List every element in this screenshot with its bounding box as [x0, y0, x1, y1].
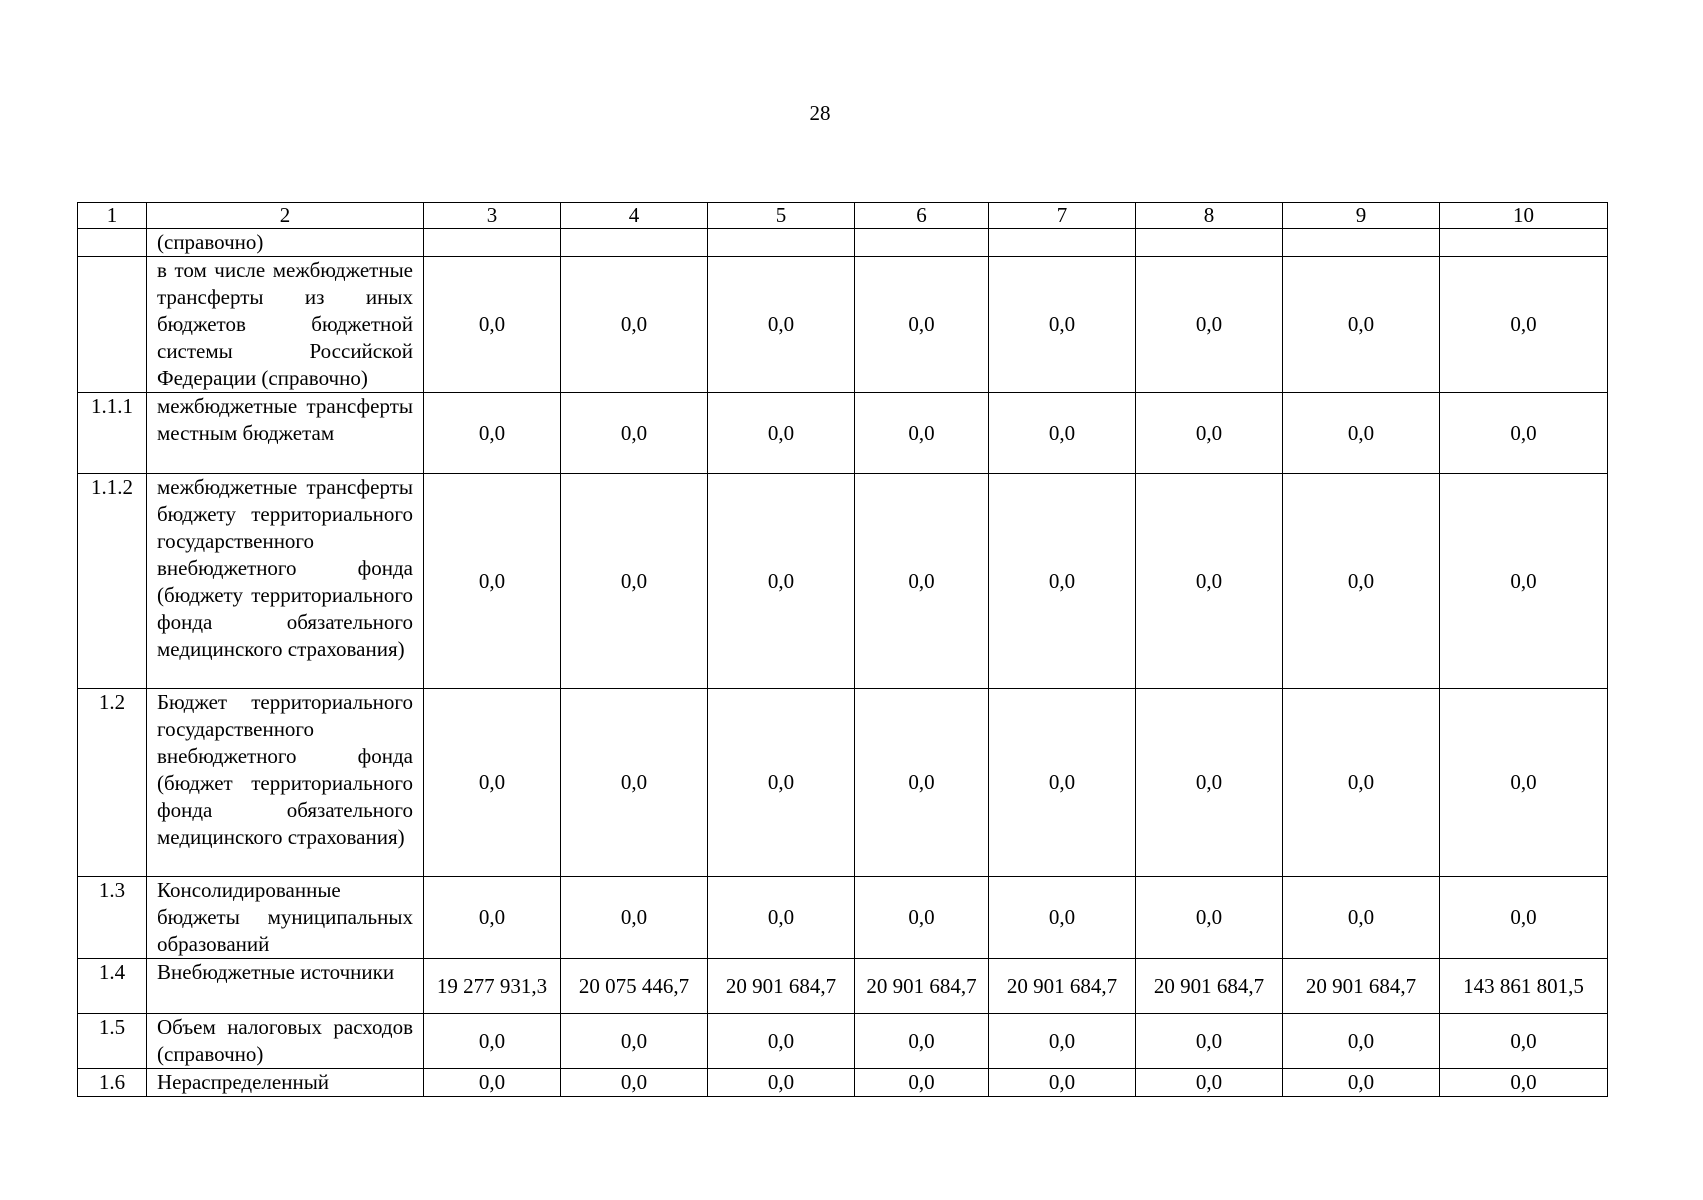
- row-value: 0,0: [424, 877, 561, 959]
- row-value: 143 861 801,5: [1440, 959, 1608, 1014]
- row-value: 0,0: [708, 257, 855, 393]
- row-value: 0,0: [1136, 257, 1283, 393]
- row-name: (справочно): [147, 229, 424, 257]
- row-name: Объем налоговых расходов (справочно): [147, 1014, 424, 1069]
- header-row: [78, 203, 1608, 229]
- page-number: 28: [809, 101, 831, 125]
- row-value: [1283, 229, 1440, 257]
- row-name: Внебюджетные источники: [147, 959, 424, 1014]
- row-value: 20 901 684,7: [989, 959, 1136, 1014]
- header-cell: 9: [1283, 203, 1440, 229]
- row-value: 0,0: [708, 1069, 855, 1097]
- row-value: 0,0: [1283, 877, 1440, 959]
- header-cell: 10: [1440, 203, 1608, 229]
- row-name: в том числе межбюджетные трансферты из иных бюджетов бюджетной системы Российской Федерации (справочно): [147, 257, 424, 393]
- row-value: [1440, 229, 1608, 257]
- row-value: 0,0: [561, 257, 708, 393]
- row-value: 0,0: [1440, 257, 1608, 393]
- row-number: 1.3: [78, 877, 147, 959]
- row-name: межбюджетные трансферты бюджету территориального государственного внебюджетного фонда (бюджету территориального фонда обязательного медицинского страхования): [147, 474, 424, 689]
- row-value: 0,0: [1440, 393, 1608, 474]
- header-cell: 7: [989, 203, 1136, 229]
- row-value: [1136, 229, 1283, 257]
- row-value: 0,0: [424, 689, 561, 877]
- row-value: 0,0: [708, 393, 855, 474]
- row-value: 0,0: [561, 689, 708, 877]
- table-row: [78, 689, 1608, 877]
- row-value: 0,0: [989, 877, 1136, 959]
- row-value: 20 075 446,7: [561, 959, 708, 1014]
- header-cell: 6: [855, 203, 989, 229]
- row-value: 19 277 931,3: [424, 959, 561, 1014]
- funding-table: [77, 202, 1608, 1097]
- table-row: [78, 877, 1608, 959]
- row-value: 0,0: [1136, 474, 1283, 689]
- row-value: 0,0: [855, 474, 989, 689]
- row-value: 0,0: [1283, 393, 1440, 474]
- row-number: 1.1.2: [78, 474, 147, 689]
- table-row: [78, 1014, 1608, 1069]
- row-value: [708, 229, 855, 257]
- header-cell: 2: [147, 203, 424, 229]
- header-cell: 5: [708, 203, 855, 229]
- row-value: 0,0: [855, 393, 989, 474]
- row-number: 1.1.1: [78, 393, 147, 474]
- table-row: [78, 257, 1608, 393]
- row-value: 0,0: [989, 393, 1136, 474]
- table-row: [78, 1069, 1608, 1097]
- row-value: 0,0: [1283, 474, 1440, 689]
- table-row: [78, 474, 1608, 689]
- row-value: 0,0: [424, 1014, 561, 1069]
- row-value: 0,0: [424, 393, 561, 474]
- row-value: 0,0: [1440, 1014, 1608, 1069]
- row-value: [561, 229, 708, 257]
- row-name: межбюджетные трансферты местным бюджетам: [147, 393, 424, 474]
- row-value: [855, 229, 989, 257]
- row-value: 20 901 684,7: [1136, 959, 1283, 1014]
- header-cell: 1: [78, 203, 147, 229]
- table-body: [78, 203, 1608, 1097]
- row-number: 1.6: [78, 1069, 147, 1097]
- row-value: 0,0: [1440, 689, 1608, 877]
- row-value: [989, 229, 1136, 257]
- row-number: [78, 257, 147, 393]
- row-value: 0,0: [1283, 257, 1440, 393]
- row-number: 1.2: [78, 689, 147, 877]
- row-value: 0,0: [1283, 1014, 1440, 1069]
- row-name: Нераспределенный: [147, 1069, 424, 1097]
- row-value: 0,0: [1440, 474, 1608, 689]
- row-value: 0,0: [1283, 1069, 1440, 1097]
- row-value: 0,0: [855, 689, 989, 877]
- table-row: [78, 393, 1608, 474]
- row-value: 0,0: [989, 689, 1136, 877]
- row-value: 0,0: [1136, 1069, 1283, 1097]
- row-value: 0,0: [424, 1069, 561, 1097]
- row-value: 0,0: [989, 257, 1136, 393]
- row-value: 0,0: [708, 877, 855, 959]
- row-number: [78, 229, 147, 257]
- header-cell: 3: [424, 203, 561, 229]
- row-value: 0,0: [1440, 877, 1608, 959]
- table-row: [78, 229, 1608, 257]
- row-value: 0,0: [989, 1014, 1136, 1069]
- row-value: 0,0: [1136, 1014, 1283, 1069]
- row-value: 0,0: [855, 1014, 989, 1069]
- row-value: 0,0: [855, 877, 989, 959]
- row-value: 20 901 684,7: [1283, 959, 1440, 1014]
- row-value: 0,0: [989, 474, 1136, 689]
- row-name: Бюджет территориального государственного внебюджетного фонда (бюджет территориального фонда обязательного медицинского страхования): [147, 689, 424, 877]
- row-value: 0,0: [424, 474, 561, 689]
- row-value: 0,0: [1283, 689, 1440, 877]
- row-value: 0,0: [989, 1069, 1136, 1097]
- row-value: 0,0: [561, 1069, 708, 1097]
- row-value: 0,0: [855, 257, 989, 393]
- row-value: 0,0: [855, 1069, 989, 1097]
- row-value: 0,0: [1136, 689, 1283, 877]
- row-value: 0,0: [1440, 1069, 1608, 1097]
- row-value: 0,0: [561, 393, 708, 474]
- header-cell: 4: [561, 203, 708, 229]
- row-value: 20 901 684,7: [855, 959, 989, 1014]
- row-value: 0,0: [424, 257, 561, 393]
- row-name: Консолидированные бюджеты муниципальных образований: [147, 877, 424, 959]
- row-value: 0,0: [708, 474, 855, 689]
- row-value: 0,0: [708, 689, 855, 877]
- header-cell: 8: [1136, 203, 1283, 229]
- row-value: 0,0: [708, 1014, 855, 1069]
- row-value: [424, 229, 561, 257]
- row-value: 0,0: [561, 474, 708, 689]
- row-number: 1.4: [78, 959, 147, 1014]
- row-number: 1.5: [78, 1014, 147, 1069]
- row-value: 0,0: [561, 1014, 708, 1069]
- table-row: [78, 959, 1608, 1014]
- row-value: 20 901 684,7: [708, 959, 855, 1014]
- row-value: 0,0: [1136, 393, 1283, 474]
- row-value: 0,0: [561, 877, 708, 959]
- row-value: 0,0: [1136, 877, 1283, 959]
